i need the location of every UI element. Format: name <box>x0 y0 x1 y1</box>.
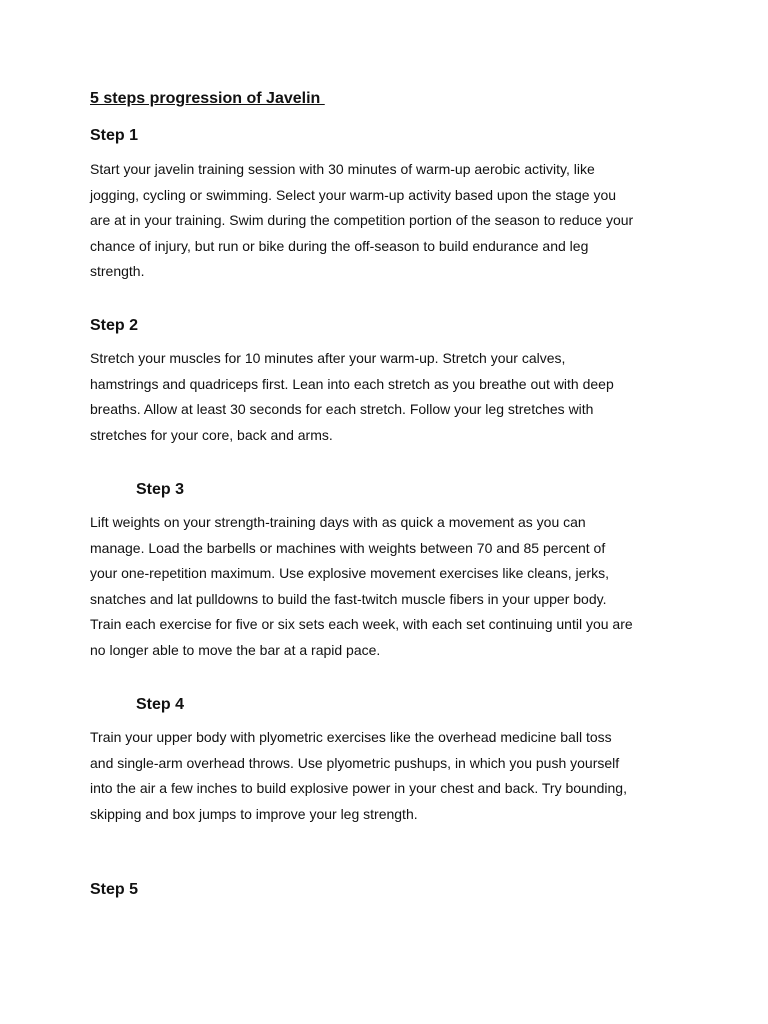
paragraph-line: strength. <box>90 263 145 280</box>
paragraph-line: stretches for your core, back and arms. <box>90 426 333 443</box>
paragraph-line: into the air a few inches to build explosive power in your chest and back. Try bounding, <box>90 780 627 797</box>
step-2-paragraph <box>90 346 690 448</box>
paragraph-line: snatches and lat pulldowns to build the fast-twitch muscle fibers in your upper body. <box>90 590 607 607</box>
paragraph-line: manage. Load the barbells or machines with weights between 70 and 85 percent of <box>90 539 606 556</box>
step-1-paragraph <box>90 157 690 285</box>
step-4-paragraph <box>90 725 690 827</box>
paragraph-line: hamstrings and quadriceps first. Lean into each stretch as you breathe out with deep <box>90 375 614 392</box>
step-1-heading: Step 1 <box>90 127 139 144</box>
step-3-heading: Step 3 <box>136 481 185 498</box>
step-4-heading: Step 4 <box>136 696 185 713</box>
paragraph-line: Lift weights on your strength-training days with as quick a movement as you can <box>90 514 586 530</box>
step-3-paragraph <box>90 510 690 664</box>
document-title: 5 steps progression of Javelin <box>90 90 325 107</box>
step-5-heading: Step 5 <box>90 881 139 898</box>
paragraph-line: Stretch your muscles for 10 minutes after your warm-up. Stretch your calves, <box>90 350 566 366</box>
paragraph-line: jogging, cycling or swimming. Select your warm-up activity based upon the stage you <box>90 186 617 203</box>
paragraph-line: and single-arm overhead throws. Use plyometric pushups, in which you push yourself <box>90 754 620 771</box>
paragraph-line: no longer able to move the bar at a rapid pace. <box>90 641 381 658</box>
paragraph-line: are at in your training. Swim during the competition portion of the season to reduce your <box>90 212 634 229</box>
paragraph-line: Train your upper body with plyometric exercises like the overhead medicine ball toss <box>90 729 612 745</box>
step-2-heading: Step 2 <box>90 317 139 334</box>
paragraph-line: Train each exercise for five or six sets each week, with each set continuing until you are <box>90 616 633 633</box>
paragraph-line: your one-repetition maximum. Use explosive movement exercises like cleans, jerks, <box>90 565 609 582</box>
paragraph-line: chance of injury, but run or bike during the off-season to build endurance and leg <box>90 237 589 254</box>
paragraph-line: Start your javelin training session with 30 minutes of warm-up aerobic activity, like <box>90 161 595 177</box>
paragraph-line: breaths. Allow at least 30 seconds for each stretch. Follow your leg stretches with <box>90 401 594 418</box>
paragraph-line: skipping and box jumps to improve your leg strength. <box>90 805 418 822</box>
